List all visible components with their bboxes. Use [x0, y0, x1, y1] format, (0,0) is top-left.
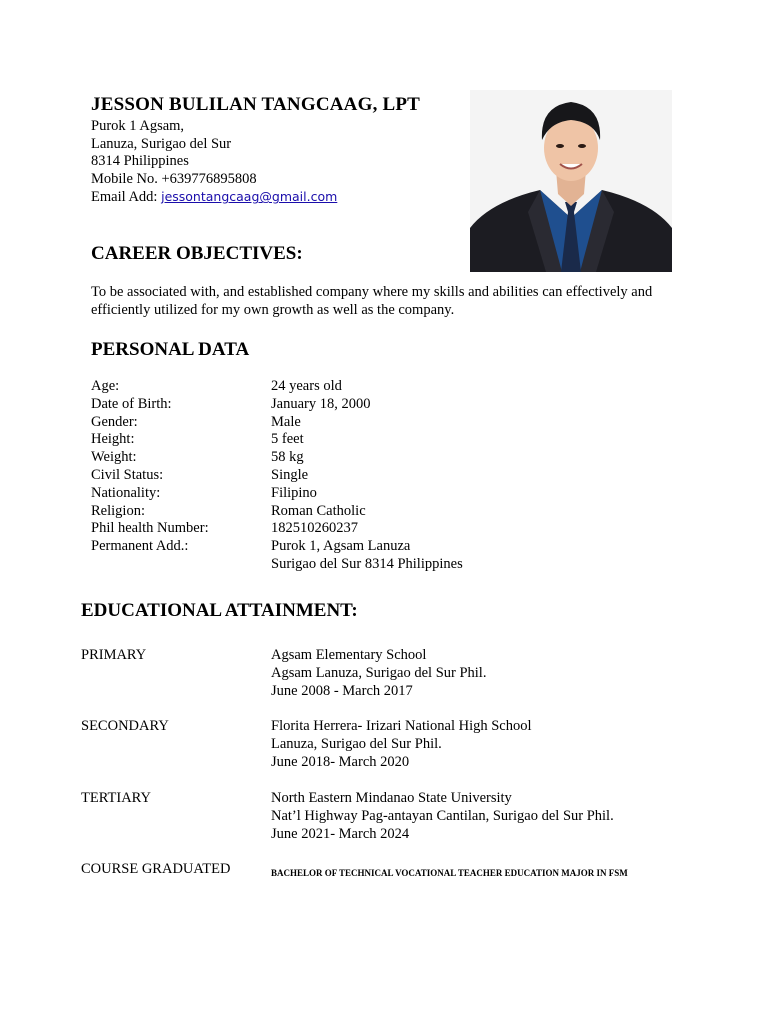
personal-row-religion: [91, 503, 463, 521]
personal-value: 182510260237: [271, 520, 358, 537]
personal-label: Age:: [91, 378, 120, 394]
personal-value: Single: [271, 466, 309, 483]
personal-label: Nationality:: [91, 484, 161, 501]
education-details: [271, 789, 614, 843]
school-dates: June 2018- March 2020: [271, 754, 410, 770]
email-row: [91, 188, 337, 207]
personal-row-birth-date: [91, 396, 463, 414]
personal-data-heading: PERSONAL DATA: [91, 339, 250, 360]
personal-label: Religion:: [91, 502, 145, 519]
personal-value: 5 feet: [271, 431, 304, 448]
personal-row-philhealth: [91, 520, 463, 538]
school-dates: June 2021- March 2024: [271, 826, 410, 842]
personal-value: Surigao del Sur 8314 Philippines: [271, 555, 463, 572]
mobile-number: Mobile No. +639776895808: [91, 170, 257, 187]
email-label: Email Add:: [91, 189, 162, 206]
email-link[interactable]: jessontangcaag@gmail.com: [161, 189, 338, 205]
course-label: COURSE GRADUATED: [81, 861, 231, 877]
personal-row-nationality: [91, 485, 463, 503]
personal-label: Permanent Add.:: [91, 538, 189, 555]
education-secondary: [81, 717, 532, 771]
personal-label: Civil Status:: [91, 466, 164, 483]
personal-row-civil-status: [91, 467, 463, 485]
address-line-1: Purok 1 Agsam,: [91, 118, 185, 134]
personal-label: Phil health Number:: [91, 520, 209, 537]
educational-attainment-heading: EDUCATIONAL ATTAINMENT:: [81, 600, 358, 621]
personal-value: Purok 1, Agsam Lanuza: [271, 538, 411, 555]
personal-value: Male: [271, 413, 301, 430]
personal-data-table: [91, 378, 463, 574]
applicant-name: JESSON BULILAN TANGCAAG, LPT: [91, 94, 421, 115]
contact-block: [91, 118, 337, 207]
personal-row-height: [91, 431, 463, 449]
school-name: North Eastern Mindanao State University: [271, 790, 512, 806]
school-dates: June 2008 - March 2017: [271, 683, 413, 699]
personal-row-permanent-address-cont: [91, 556, 463, 574]
address-line-3: 8314 Philippines: [91, 153, 189, 170]
personal-label: [91, 556, 271, 574]
personal-value: January 18, 2000: [271, 395, 371, 412]
school-address: Agsam Lanuza, Surigao del Sur Phil.: [271, 665, 487, 681]
personal-label: Height:: [91, 431, 135, 448]
personal-row-permanent-address: [91, 538, 463, 556]
education-primary: [81, 646, 486, 700]
course-graduated: [81, 860, 628, 882]
education-level-label: SECONDARY: [81, 718, 169, 734]
personal-value: 24 years old: [271, 378, 342, 394]
personal-row-weight: [91, 449, 463, 467]
profile-photo-image: [470, 90, 672, 272]
school-address: Lanuza, Surigao del Sur Phil.: [271, 736, 442, 752]
education-tertiary: [81, 789, 614, 843]
school-name: Agsam Elementary School: [271, 647, 427, 663]
address-line-2: Lanuza, Surigao del Sur: [91, 135, 232, 152]
education-details: [271, 646, 486, 700]
education-level-label: PRIMARY: [81, 647, 147, 663]
course-value: BACHELOR OF TECHNICAL VOCATIONAL TEACHER EDUCATION MAJOR IN FSM: [271, 868, 628, 878]
personal-label: Weight:: [91, 449, 137, 466]
career-objectives-heading: CAREER OBJECTIVES:: [91, 243, 303, 264]
career-objective-text: To be associated with, and established company where my skills and abilities can effectively and efficiently utilized for my own growth as well as the company.: [91, 284, 653, 318]
personal-row-age: [91, 378, 463, 396]
education-details: [271, 717, 532, 771]
personal-label: Gender:: [91, 413, 138, 430]
personal-label: Date of Birth:: [91, 395, 172, 412]
personal-row-gender: [91, 414, 463, 432]
profile-photo: [470, 90, 672, 272]
school-name: Florita Herrera- Irizari National High School: [271, 718, 532, 734]
personal-value: Filipino: [271, 484, 317, 501]
personal-value: 58 kg: [271, 449, 304, 466]
education-level-label: TERTIARY: [81, 790, 152, 806]
school-address: Nat’l Highway Pag-antayan Cantilan, Surigao del Sur Phil.: [271, 808, 614, 824]
personal-value: Roman Catholic: [271, 502, 366, 519]
